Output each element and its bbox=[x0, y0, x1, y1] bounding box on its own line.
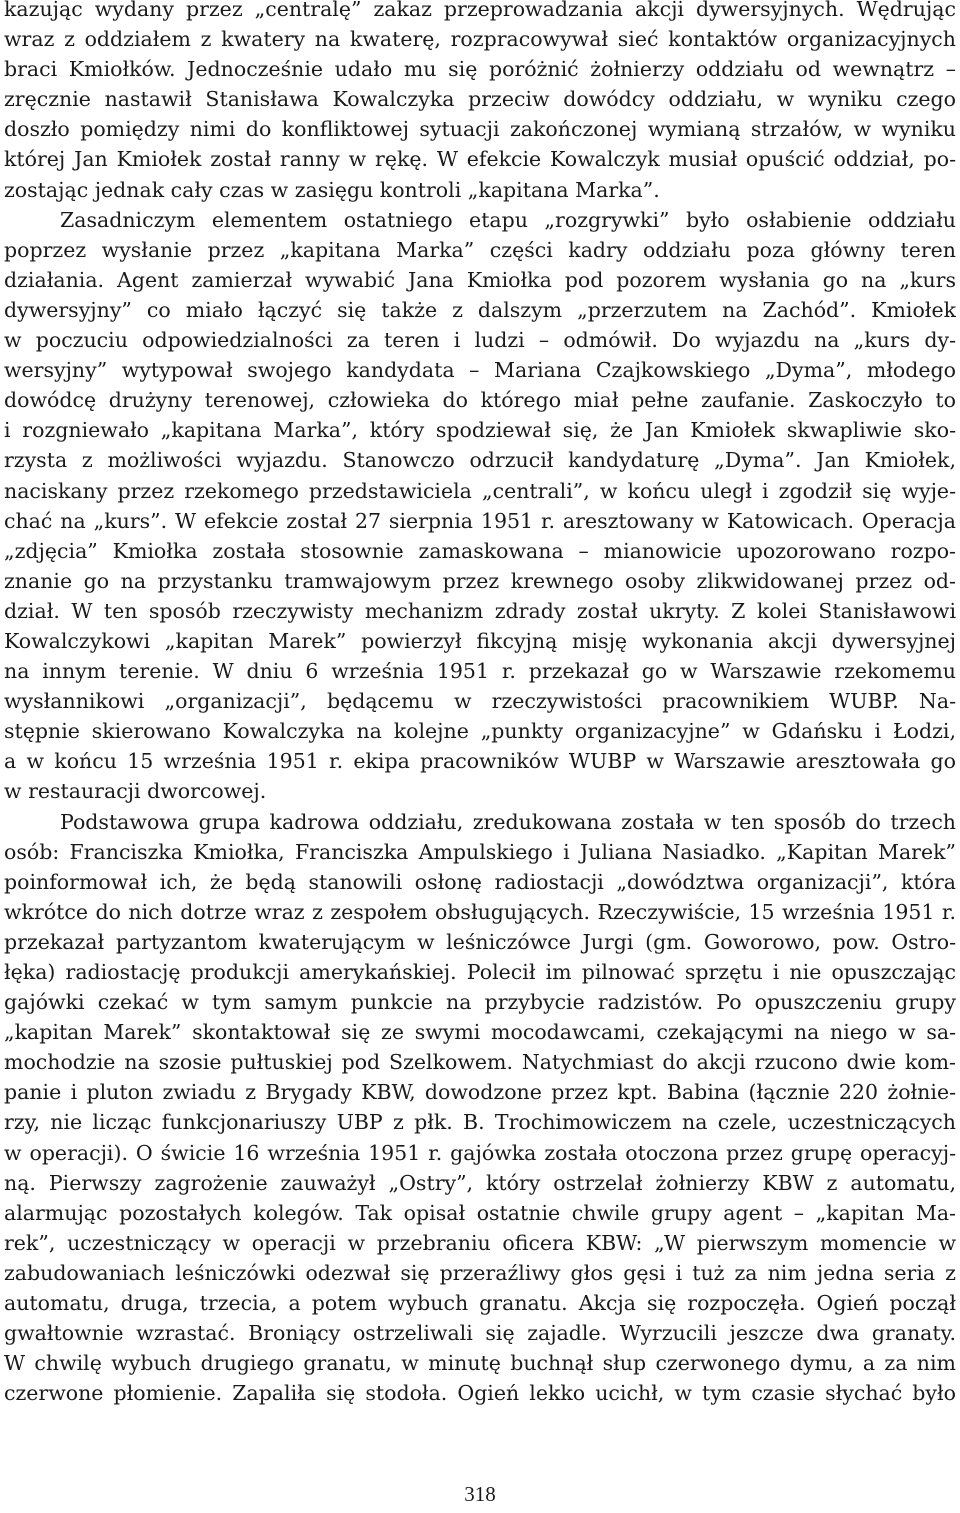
text-line: panie i pluton zwiadu z Brygady KBW, dowodzone przez kpt. Babina (łącznie 220 żołnie- bbox=[4, 1080, 956, 1105]
paragraph bbox=[4, 0, 956, 205]
text-line: gwałtownie wzrastać. Broniący ostrzeliwali się zajadle. Wyrzucili jeszcze dwa granaty. bbox=[4, 1321, 956, 1346]
text-line: ną. Pierwszy zagrożenie zauważył „Ostry”, który ostrzelał żołnierzy KBW z automatu, bbox=[4, 1170, 956, 1195]
text-line: rzy, nie licząc funkcjonariuszy UBP z płk. B. Trochimowiczem na czele, uczestniczących bbox=[4, 1110, 956, 1135]
text-line: automatu, druga, trzecia, a potem wybuch granatu. Akcja się rozpoczęła. Ogień począł bbox=[4, 1291, 956, 1316]
text-line: poprzez wysłanie przez „kapitana Marka” części kadry oddziału poza główny teren bbox=[4, 237, 956, 262]
text-line: „kapitan Marek” skontaktował się ze swymi mocodawcami, czekającymi na niego w sa- bbox=[4, 1020, 956, 1045]
text-line: przekazał partyzantom kwaterującym w leśniczówce Jurgi (gm. Goworowo, pow. Ostro- bbox=[4, 929, 956, 954]
document-page bbox=[4, 0, 956, 1408]
text-line: braci Kmiołków. Jednocześnie udało mu się poróżnić żołnierzy oddziału od wewnątrz – bbox=[4, 57, 956, 82]
text-line: dywersyjny” co miało łączyć się także z dalszym „przerzutem na Zachód”. Kmiołek bbox=[4, 297, 956, 322]
text-line: Podstawowa grupa kadrowa oddziału, zredukowana została w ten sposób do trzech bbox=[60, 809, 956, 834]
text-line: Zasadniczym elementem ostatniego etapu „rozgrywki” było osłabienie oddziału bbox=[60, 207, 956, 232]
text-line: rzysta z możliwości wyjazdu. Stanowczo odrzucił kandydaturę „Dyma”. Jan Kmiołek, bbox=[4, 448, 956, 473]
text-line: w poczuciu odpowiedzialności za teren i ludzi – odmówił. Do wyjazdu na „kurs dy- bbox=[4, 328, 956, 353]
text-line: chać na „kurs”. W efekcie został 27 sierpnia 1951 r. aresztowany w Katowicach. Operacja bbox=[4, 508, 956, 533]
text-line: wysłannikowi „organizacji”, będącemu w rzeczywistości pracownikiem WUBP. Na- bbox=[4, 689, 956, 714]
text-line: wraz z oddziałem z kwatery na kwaterę, rozpracowywał sieć kontaktów organizacyjnych bbox=[4, 27, 956, 52]
text-line: dział. W ten sposób rzeczywisty mechanizm zdrady został ukryty. Z kolei Stanisławowi bbox=[4, 598, 956, 623]
text-line: znanie go na przystanku tramwajowym przez krewnego osoby zlikwidowanej przez od- bbox=[4, 568, 956, 593]
text-line: łęka) radiostację produkcji amerykańskiej. Polecił im pilnować sprzętu i nie opuszczając bbox=[4, 960, 956, 984]
text-line: rek”, uczestniczący w operacji w przebraniu oficera KBW: „W pierwszym momencie w bbox=[4, 1230, 956, 1255]
text-line: naciskany przez rzekomego przedstawiciela „centrali”, w końcu uległ i zgodził się wyje- bbox=[4, 478, 956, 503]
text-line: czerwone płomienie. Zapaliła się stodoła. Ogień lekko ucichł, w tym czasie słychać było bbox=[4, 1381, 956, 1406]
text-line: kazując wydany przez „centralę” zakaz przeprowadzania akcji dywersyjnych. Wędrując bbox=[4, 0, 956, 21]
text-line: wkrótce do nich dotrze wraz z zespołem obsługujących. Rzeczywiście, 15 września 1951 r. bbox=[4, 899, 956, 924]
text-line: mochodzie na szosie pułtuskiej pod Szelkowem. Natychmiast do akcji rzucono dwie kom- bbox=[4, 1050, 956, 1075]
text-line: w restauracji dworcowej. bbox=[4, 779, 267, 804]
text-line: a w końcu 15 września 1951 r. ekipa pracowników WUBP w Warszawie aresztowała go bbox=[4, 749, 956, 774]
text-line: wersyjny” wytypował swojego kandydata – Mariana Czajkowskiego „Dyma”, młodego bbox=[4, 358, 956, 383]
text-line: w operacji). O świcie 16 września 1951 r. gajówka została otoczona przez grupę operacyj- bbox=[4, 1140, 956, 1165]
text-line: poinformował ich, że będą stanowili osłonę radiostacji „dowództwa organizacji”, która bbox=[4, 869, 956, 894]
text-line: której Jan Kmiołek został ranny w rękę. W efekcie Kowalczyk musiał opuścić oddział, po- bbox=[4, 147, 956, 172]
text-line: działania. Agent zamierzał wywabić Jana Kmiołka pod pozorem wysłania go na „kurs bbox=[4, 267, 956, 292]
text-line: „zdjęcia” Kmiołka została stosownie zamaskowana – mianowicie upozorowano rozpo- bbox=[4, 538, 956, 563]
paragraph bbox=[4, 205, 956, 807]
text-line: dowódcę drużyny terenowej, człowieka do którego miał pełne zaufanie. Zaskoczyło to bbox=[4, 388, 956, 413]
text-line: osób: Franciszka Kmiołka, Franciszka Ampulskiego i Juliana Nasiadko. „Kapitan Marek” bbox=[4, 839, 956, 864]
text-line: gajówki czekać w tym samym punkcie na przybycie radzistów. Po opuszczeniu grupy bbox=[4, 990, 956, 1015]
paragraph bbox=[4, 807, 956, 1409]
text-line: zręcznie nastawił Stanisława Kowalczyka przeciw dowódcy oddziału, w wyniku czego bbox=[4, 87, 956, 112]
text-line: zostając jednak cały czas w zasięgu kontroli „kapitana Marka”. bbox=[4, 177, 660, 202]
text-line: stępnie skierowano Kowalczyka na kolejne „punkty organizacyjne” w Gdańsku i Łodzi, bbox=[4, 719, 956, 744]
text-line: Kowalczykowi „kapitan Marek” powierzył fikcyjną misję wykonania akcji dywersyjnej bbox=[4, 628, 956, 653]
text-line: i rozgniewało „kapitana Marka”, który spodziewał się, że Jan Kmiołek skwapliwie sko- bbox=[4, 418, 956, 443]
text-line: alarmując pozostałych kolegów. Tak opisał ostatnie chwile grupy agent – „kapitan Ma- bbox=[4, 1200, 956, 1225]
text-line: na innym terenie. W dniu 6 września 1951 r. przekazał go w Warszawie rzekomemu bbox=[4, 659, 956, 684]
page-number: 318 bbox=[464, 1482, 496, 1506]
text-line: zabudowaniach leśniczówki odezwał się przeraźliwy głos gęsi i tuż za nim jedna seria z bbox=[4, 1260, 956, 1285]
text-line: doszło pomiędzy nimi do konfliktowej sytuacji zakończonej wymianą strzałów, w wyniku bbox=[4, 117, 956, 142]
text-line: W chwilę wybuch drugiego granatu, w minutę buchnął słup czerwonego dymu, a za nim bbox=[4, 1351, 956, 1376]
